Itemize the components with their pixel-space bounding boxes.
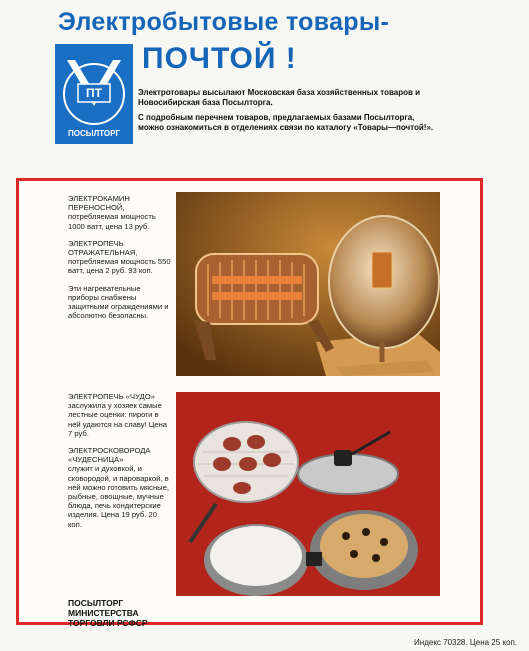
headline-line2: ПОЧТОЙ ! <box>142 42 297 75</box>
product-name: ЭЛЕКТРОПЕЧЬ ОТРАЖАТЕЛЬНАЯ, <box>68 238 138 258</box>
product-name: ЭЛЕКТРОПЕЧЬ «ЧУДО» <box>68 392 155 401</box>
posyltorg-logo <box>55 44 133 144</box>
logo-ring-text: ПОСЫЛТОРГ <box>68 129 120 138</box>
safety-note <box>68 284 172 321</box>
product-desc: Эти нагревательные приборы снабжены защитными ограждениями и абсолютно безопасны. <box>68 283 169 321</box>
headline-line1: Электробытовые товары- <box>58 8 390 36</box>
product-desc: потребляемая мощность 550 ватт, цена 2 руб. 93 коп. <box>68 257 171 276</box>
logo-monogram: ПТ <box>86 86 102 100</box>
heaters-photo <box>176 192 440 376</box>
product-chudesnitsa-pan <box>68 446 172 529</box>
heaters-illustration <box>176 192 440 376</box>
product-desc: потребляемая мощность 1000 ватт, цена 13 руб. <box>68 212 156 231</box>
product-chudo-oven <box>68 392 172 438</box>
top-products-text <box>68 194 172 328</box>
product-desc: заслужила у хозяек самые лестные оценки: пироги в ней удаются на славу! Цена 7 руб. <box>68 401 168 438</box>
index-price: Индекс 70328. Цена 25 коп. <box>414 638 517 647</box>
product-desc: служит и духовкой, и сковородой, и пароваркой, в ней можно готовить мясные, рыбные, овощные, мучные блюда, печь кондитерские изделия. Цена 19 руб. 20 коп. <box>68 464 169 529</box>
ovens-photo <box>176 392 440 596</box>
product-name: ЭЛЕКТРОСКОВОРОДА «ЧУДЕСНИЦА» <box>68 446 151 465</box>
intro-paragraph-1: Электротовары высылают Московская база хозяйственных товаров и Новосибирская база Посылторга. <box>138 88 421 107</box>
ovens-illustration <box>176 392 440 596</box>
product-reflector-heater <box>68 239 172 276</box>
intro-text <box>138 88 438 138</box>
product-name: ЭЛЕКТРОКАМИН ПЕРЕНОСНОЙ, <box>68 194 130 213</box>
product-fireplace <box>68 194 172 231</box>
logo-emblem <box>55 44 133 144</box>
intro-paragraph-2: С подробным перечнем товаров, предлагаемых базами Посылторга, можно ознакомиться в отделениях связи по каталогу «Товары—почтой!». <box>138 113 434 132</box>
bottom-products-text <box>68 392 172 537</box>
footer-organization: ПОСЫЛТОРГ МИНИСТЕРСТВА ТОРГОВЛИ РСФСР <box>68 598 148 628</box>
